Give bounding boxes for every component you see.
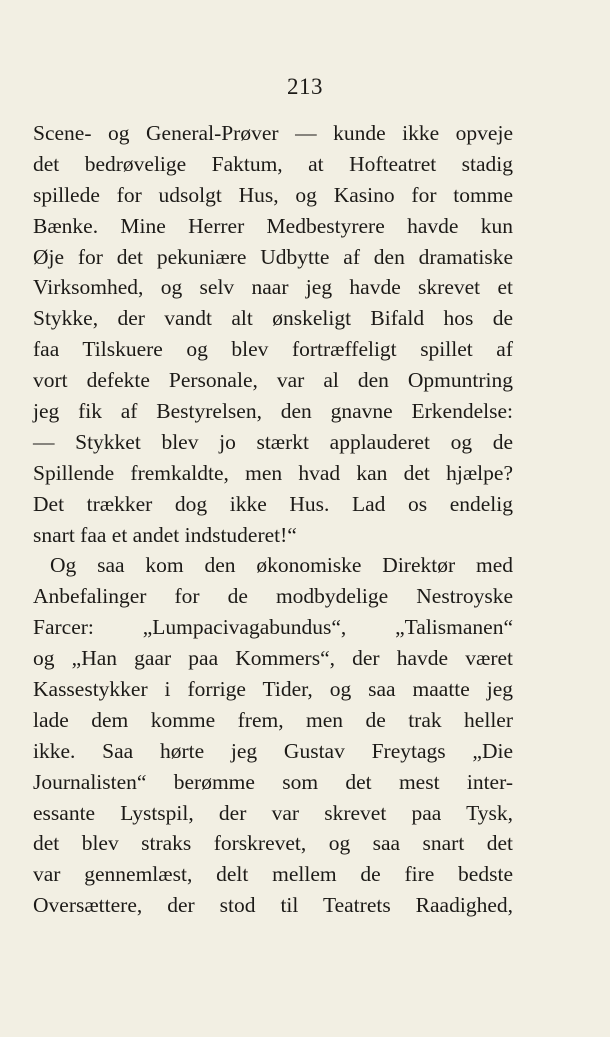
text-line: det bedrøvelige Faktum, at Hofteatret stadig (33, 151, 513, 176)
text-line: vort defekte Personale, var al den Opmuntring (33, 368, 513, 393)
text-line: Virksomhed, og selv naar jeg havde skrevet et (33, 275, 513, 300)
text-line: og „Han gaar paa Kommers“, der havde været (33, 646, 513, 671)
text-line: Scene- og General-Prøver — kunde ikke opveje (33, 121, 513, 145)
text-line: jeg fik af Bestyrelsen, den gnavne Erkendelse: (33, 399, 513, 424)
text-line: Oversættere, der stod til Teatrets Raadighed, (33, 893, 513, 918)
text-line: Bænke. Mine Herrer Medbestyrere havde kun (33, 213, 513, 238)
text-line: Og saa kom den økonomiske Direktør med (50, 553, 513, 578)
text-line: Det trækker dog ikke Hus. Lad os endelig (33, 491, 513, 516)
text-line: var gennemlæst, delt mellem de fire bedste (33, 862, 513, 887)
body-text (33, 118, 513, 921)
text-line: Journalisten“ berømme som det mest inter- (33, 769, 513, 794)
page-number: 213 (287, 74, 323, 99)
text-line: Anbefalinger for de modbydelige Nestroyske (33, 584, 513, 609)
text-line: Øje for det pekuniære Udbytte af den dramatiske (33, 244, 513, 269)
text-line: faa Tilskuere og blev fortræffeligt spillet af (33, 337, 513, 362)
text-line: Farcer: „Lumpacivagabundus“, „Talismanen“ (33, 615, 513, 640)
text-line: snart faa et andet indstuderet!“ (33, 522, 297, 547)
text-line: essante Lystspil, der var skrevet paa Tysk, (33, 800, 513, 825)
text-line: ikke. Saa hørte jeg Gustav Freytags „Die (33, 738, 513, 763)
text-line: lade dem komme frem, men de trak heller (33, 707, 513, 732)
text-line: Kassestykker i forrige Tider, og saa maatte jeg (33, 677, 513, 702)
text-line: — Stykket blev jo stærkt applauderet og de (33, 429, 513, 454)
text-line: spillede for udsolgt Hus, og Kasino for tomme (33, 182, 513, 207)
text-line: Stykke, der vandt alt ønskeligt Bifald hos de (33, 306, 513, 331)
text-line: Spillende fremkaldte, men hvad kan det hjælpe? (33, 460, 513, 485)
text-line: det blev straks forskrevet, og saa snart det (33, 831, 513, 856)
